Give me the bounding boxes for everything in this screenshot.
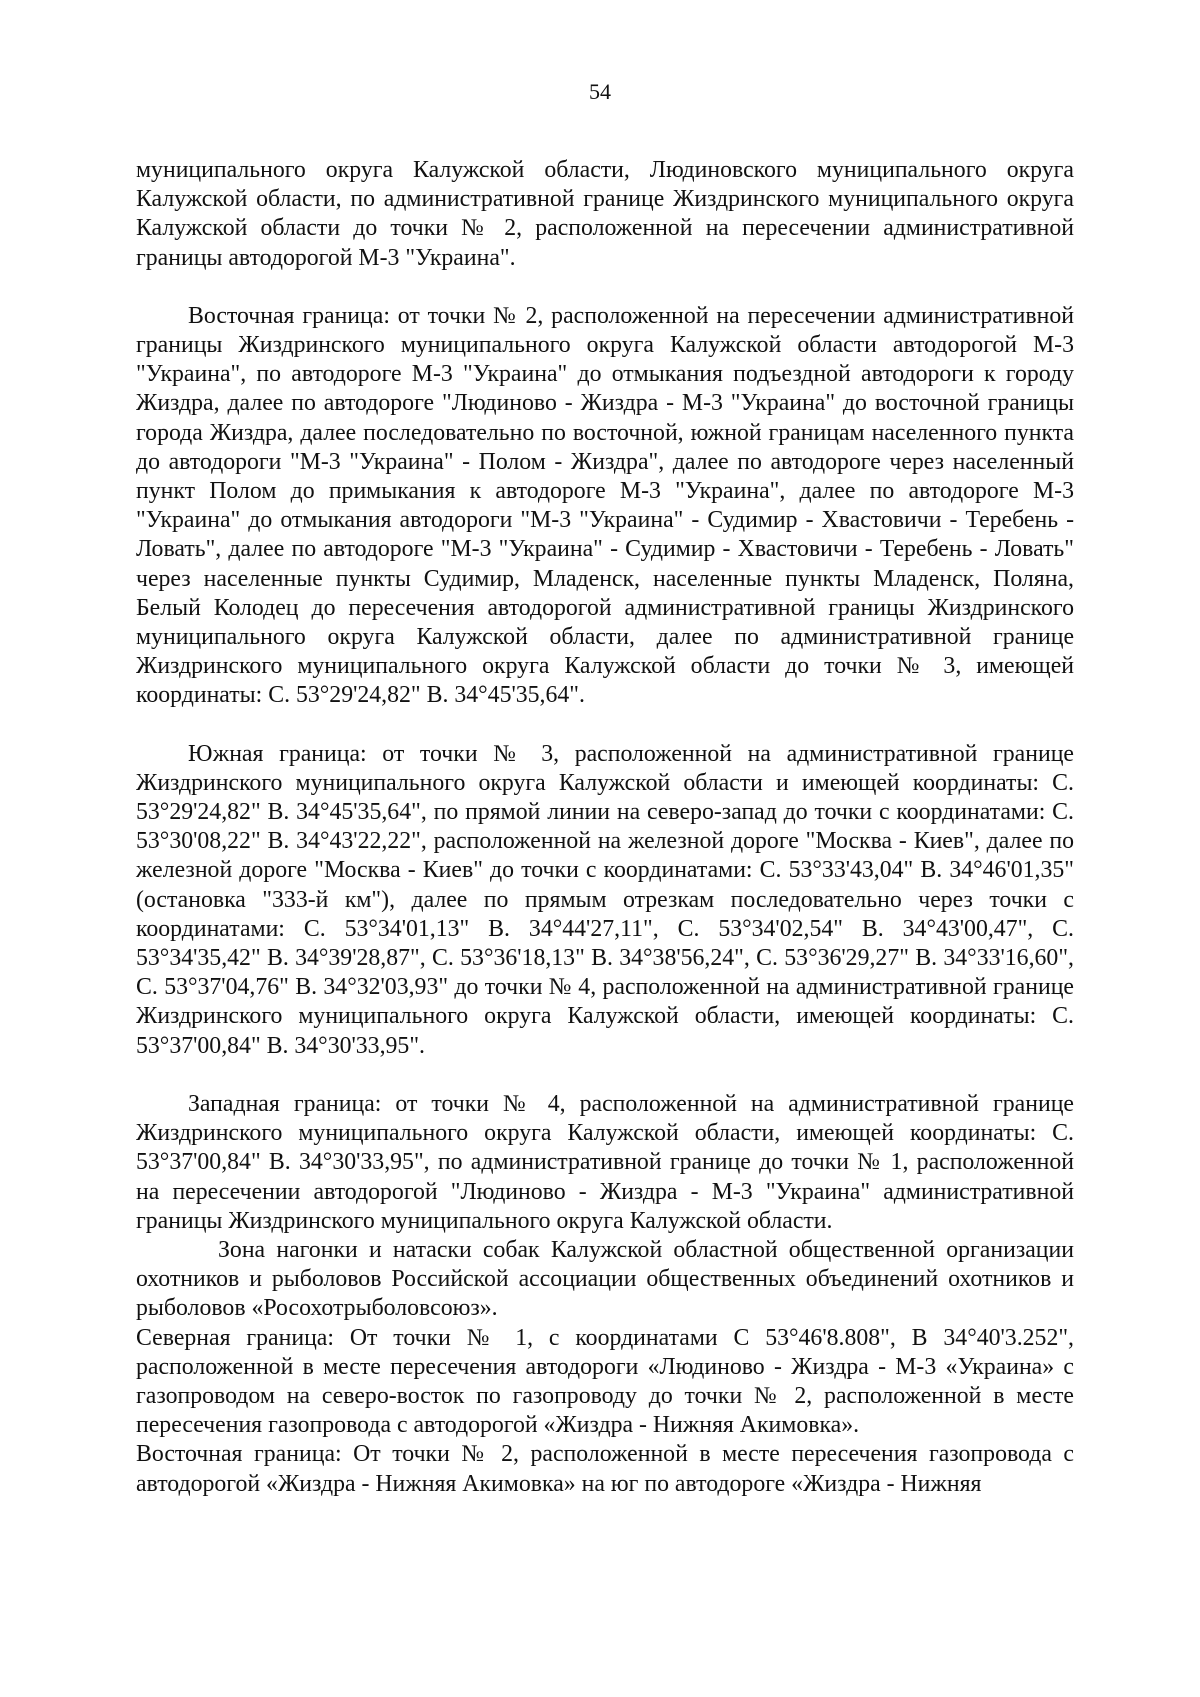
document-body xyxy=(136,156,1074,1499)
paragraph-zone-eastern-border: Восточная граница: От точки № 2, расположенной в месте пересечения газопровода с автодорогой «Жиздра - Нижняя Акимовка» на юг по автодороге «Жиздра - Нижняя xyxy=(136,1441,1074,1497)
paragraph-continuation: муниципального округа Калужской области, Людиновского муниципального округа Калужской области, по административной границе Жиздринского муниципального округа Калужской области до точки № 2, расположенной на пересечении административной границы автодорогой М-3 "Украина". xyxy=(136,157,1074,271)
paragraph-eastern-border: Восточная граница: от точки № 2, расположенной на пересечении административной границы Жиздринского муниципального округа Калужской области автодорогой М-3 "Украина", по автодороге М-3 "Украина" до отмыкания подъездной автодороги к городу Жиздра, далее по автодороге "Людиново - Жиздра - М-3 "Украина" до восточной границы города Жиздра, далее последовательно по восточной, южной границам населенного пункта до автодороги "М-3 "Украина" - Полом - Жиздра", далее по автодороге через населенный пункт Полом до примыкания к автодороге М-3 "Украина", далее по автодороге М-3 "Украина" до отмыкания автодороги "М-3 "Украина" - Судимир - Хвастовичи - Теребень - Ловать", далее по автодороге "М-3 "Украина" - Судимир - Хвастовичи - Теребень - Ловать" через населенные пункты Судимир, Младенск, населенные пункты Младенск, Поляна, Белый Колодец до пересечения автодорогой административной границы Жиздринского муниципального округа Калужской области, далее по административной границе Жиздринского муниципального округа Калужской области до точки № 3, имеющей координаты: С. 53°29'24,82" В. 34°45'35,64". xyxy=(136,302,1074,709)
page-number: 54 xyxy=(589,79,611,104)
paragraph-western-border: Западная граница: от точки № 4, расположенной на административной границе Жиздринского муниципального округа Калужской области, имеющей координаты: С. 53°37'00,84" В. 34°30'33,95", по административной границе до точки № 1, расположенной на пересечении автодорогой "Людиново - Жиздра - М-3 "Украина" административной границы Жиздринского муниципального округа Калужской области. xyxy=(136,1090,1074,1234)
paragraph-zone-northern-border: Северная граница: От точки № 1, с координатами С 53°46'8.808", В 34°40'3.252", расположенной в месте пересечения автодороги «Людиново - Жиздра - М-3 «Украина» с газопроводом на северо-восток по газопроводу до точки № 2, расположенной в месте пересечения газопровода с автодорогой «Жиздра - Нижняя Акимовка». xyxy=(136,1324,1074,1439)
paragraph-southern-border: Южная граница: от точки № 3, расположенной на административной границе Жиздринского муниципального округа Калужской области и имеющей координаты: С. 53°29'24,82" В. 34°45'35,64", по прямой линии на северо-запад до точки с координатами: С. 53°30'08,22" В. 34°43'22,22", расположенной на железной дороге "Москва - Киев", далее по железной дороге "Москва - Киев" до точки с координатами: С. 53°33'43,04" В. 34°46'01,35" (остановка "333-й км"), далее по прямым отрезкам последовательно через точки с координатами: С. 53°34'01,13" В. 34°44'27,11", С. 53°34'02,54" В. 34°43'00,47", С. 53°34'35,42" В. 34°39'28,87", С. 53°36'18,13" В. 34°38'56,24", С. 53°36'29,27" В. 34°33'16,60", С. 53°37'04,76" В. 34°32'03,93" до точки № 4, расположенной на административной границе Жиздринского муниципального округа Калужской области, имеющей координаты: С. 53°37'00,84" В. 34°30'33,95". xyxy=(136,740,1074,1059)
paragraph-dog-training-zone: Зона нагонки и натаски собак Калужской областной общественной организации охотников и рыболовов Российской ассоциации общественных объединений охотников и рыболовов «Росохотрыболовсоюз». xyxy=(136,1236,1074,1322)
